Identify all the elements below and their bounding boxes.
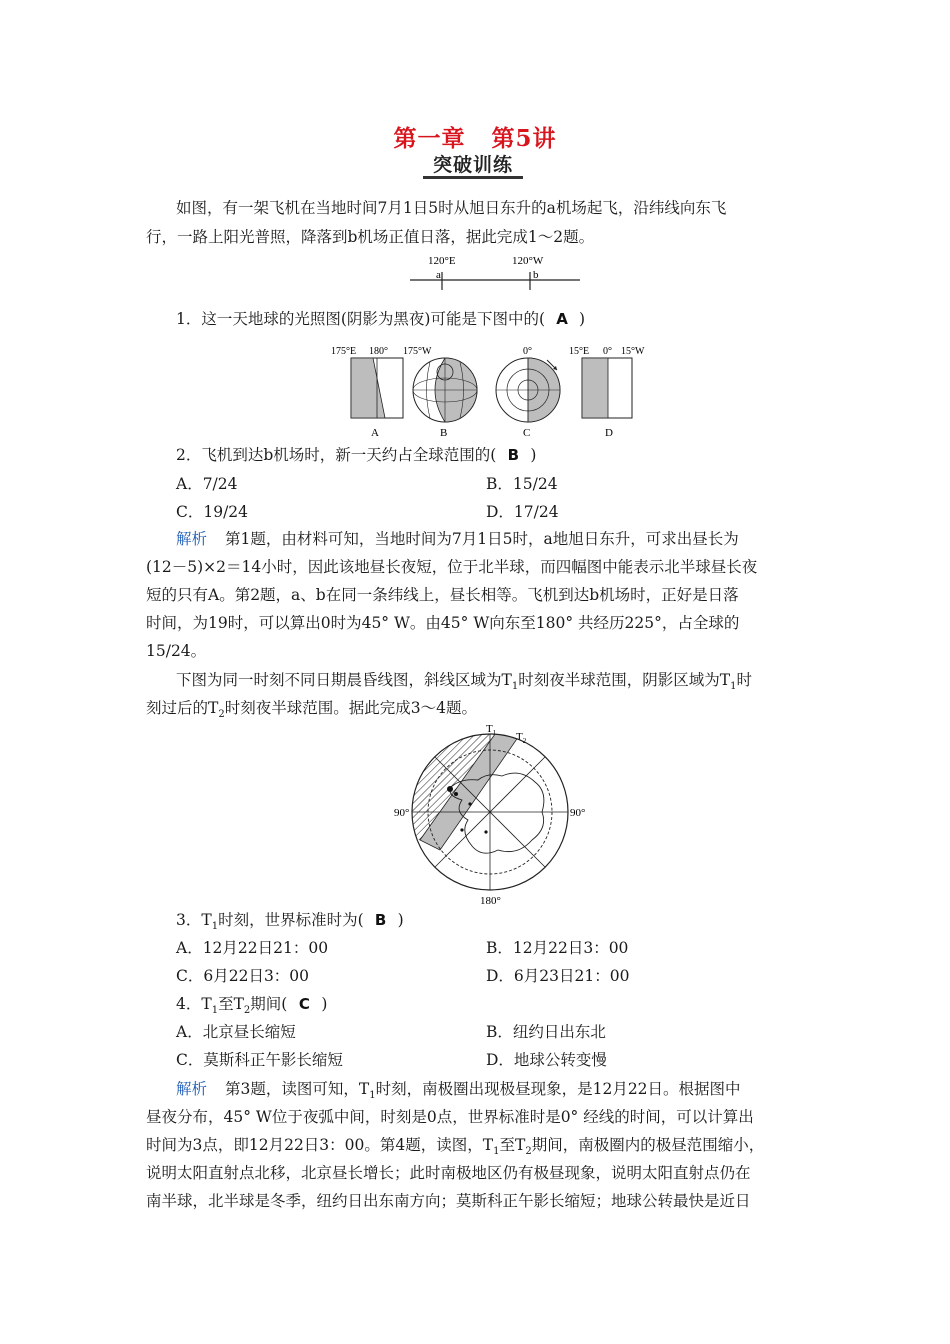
q4-answer: C — [298, 995, 310, 1013]
analysis2-line1 — [176, 1077, 741, 1101]
fig-a-lon1: 175°E — [331, 346, 357, 357]
fig-d-lon3: 15°W — [621, 346, 645, 357]
fig-c-diagram — [496, 358, 560, 422]
page-subtitle: 突破训练 — [432, 154, 513, 176]
q2-option-d: D．17/24 — [486, 503, 559, 521]
analysis2-text3mid: 至T — [499, 1136, 526, 1154]
fig-d-diagram — [582, 358, 632, 418]
q3-text: 时刻，世界标准时为( — [218, 911, 364, 929]
q1-text: 1．这一天地球的光照图(阴影为黑夜)可能是下图中的( — [176, 310, 546, 328]
analysis2-label: 解析 — [176, 1080, 208, 1098]
q2-option-c: C．19/24 — [176, 503, 249, 521]
analysis1-line2: (12－5)×2＝14小时，因此该地昼长夜短，位于北半球，而四幅图中能表示北半球昼长夜 — [146, 558, 758, 576]
q3-answer: B — [374, 911, 387, 929]
analysis1-text1: 第1题，由材料可知，当地时间为7月1日5时，a地旭日东升，可求出昼长为 — [225, 530, 739, 548]
q4-stem — [176, 992, 327, 1016]
analysis2-sub3b: 2 — [525, 1146, 532, 1158]
polar-t1: $T_1$ — [486, 723, 497, 737]
q4-sub2: 2 — [243, 1005, 251, 1017]
intro2-line2 — [146, 696, 477, 720]
fig-label-a: A — [371, 427, 379, 439]
page-title — [0, 120, 950, 153]
route-right-lon: 120°W — [512, 255, 544, 267]
fig-b-lon: 175°W — [403, 346, 432, 357]
q2-stem — [176, 443, 536, 465]
q4-prefix: 4．T — [176, 995, 212, 1013]
analysis1-line4: 时间，为19时，可以算出0时为45° W。由45° W向东至180° 共经历225°，占全球的 — [146, 614, 740, 632]
polar-figure — [390, 720, 600, 910]
analysis1-line1 — [176, 527, 739, 549]
route-point-a: a — [436, 269, 441, 281]
analysis2-line5: 南半球，北半球是冬季，纽约日出东南方向；莫斯科正午影长缩短；地球公转最快是近日 — [146, 1192, 751, 1210]
q3-option-c: C．6月22日3：00 — [176, 967, 310, 985]
analysis1-label: 解析 — [176, 530, 208, 548]
q4-text: 期间( — [250, 995, 288, 1013]
q4-close: ) — [321, 995, 328, 1013]
q4-sub1: 1 — [211, 1005, 219, 1017]
intro2-text2a: 刻过后的T — [146, 699, 219, 717]
intro1-line1: 如图，有一架飞机在当地时间7月1日5时从旭日东升的a机场起飞，沿纬线向东飞 — [176, 199, 727, 217]
fig-a-diagram — [351, 358, 403, 418]
fig-label-c: C — [523, 427, 531, 439]
intro2-text1end: 时 — [736, 671, 752, 689]
q3-stem — [176, 908, 404, 932]
analysis2-sub1: 1 — [369, 1090, 376, 1102]
intro2-text2b: 时刻夜半球范围。据此完成3～4题。 — [224, 699, 477, 717]
fig-d-lon1: 15°E — [569, 346, 590, 357]
q3-option-b: B．12月22日3：00 — [486, 939, 629, 957]
route-figure — [400, 250, 590, 300]
analysis2-line3 — [146, 1133, 764, 1157]
intro2-sub2: 2 — [218, 709, 225, 721]
analysis2-text1b: 时刻，南极圈出现极昼现象，是12月22日。根据图中 — [375, 1080, 741, 1098]
fig-b-diagram — [413, 358, 477, 422]
q3-option-d: D．6月23日21：00 — [486, 967, 630, 985]
polar-bottom: 180° — [480, 895, 501, 907]
fig-c-lon: 0° — [523, 346, 532, 357]
q1-figure — [325, 340, 665, 445]
fig-label-b: B — [440, 427, 448, 439]
polar-t2: $T_2$ — [516, 731, 527, 745]
q3-close: ) — [397, 911, 404, 929]
intro2-line1 — [176, 668, 752, 692]
fig-label-d: D — [605, 427, 613, 439]
fig-d-lon2: 0° — [603, 346, 612, 357]
analysis2-sub3a: 1 — [493, 1146, 500, 1158]
q3-prefix: 3．T — [176, 911, 212, 929]
route-left-lon: 120°E — [428, 255, 456, 267]
q3-option-a: A．12月22日21：00 — [176, 939, 329, 957]
q2-option-a: A．7/24 — [176, 475, 238, 493]
q4-option-d: D．地球公转变慢 — [486, 1051, 607, 1069]
q1-stem — [176, 307, 585, 329]
lesson-label: 第5讲 — [491, 125, 557, 152]
q1-close: ) — [579, 310, 586, 328]
q3-sub: 1 — [211, 921, 219, 933]
q2-option-b: B．15/24 — [486, 475, 558, 493]
fig-a-lon2: 180° — [369, 346, 388, 357]
analysis2-text3a: 时间为3点，即12月22日3：00。第4题，读图，T — [146, 1136, 494, 1154]
q4-option-b: B．纽约日出东北 — [486, 1023, 606, 1041]
chapter-label: 第一章 — [393, 125, 466, 152]
polar-right: 90° — [570, 807, 586, 819]
intro2-text1b: 时刻夜半球范围，阴影区域为T — [518, 671, 731, 689]
q4-mid: 至T — [218, 995, 244, 1013]
analysis2-text3b: 期间，南极圈内的极昼范围缩小， — [531, 1136, 765, 1154]
analysis2-line2: 昼夜分布，45° W位于夜弧中间，时刻是0点，世界标准时是0° 经线的时间，可以计算出 — [146, 1108, 754, 1126]
analysis1-line5: 15/24。 — [146, 642, 207, 660]
intro1-line2: 行，一路上阳光普照，降落到b机场正值日落，据此完成1～2题。 — [146, 228, 595, 246]
q2-answer: B — [507, 446, 520, 464]
route-point-b: b — [533, 269, 539, 281]
analysis2-line4: 说明太阳直射点北移，北京昼长增长；此时南极地区仍有极昼现象，说明太阳直射点仍在 — [146, 1164, 751, 1182]
q4-option-a: A．北京昼长缩短 — [176, 1023, 296, 1041]
intro2-sub1b: 1 — [730, 681, 737, 693]
intro2-sub1: 1 — [511, 681, 519, 693]
analysis2-text1a: 第3题，读图可知，T — [225, 1080, 370, 1098]
polar-left: 90° — [394, 807, 410, 819]
intro2-text1a: 下图为同一时刻不同日期晨昏线图，斜线区域为T — [176, 671, 512, 689]
analysis1-line3: 短的只有A。第2题，a、b在同一条纬线上，昼长相等。飞机到达b机场时，正好是日落 — [146, 586, 739, 604]
q4-option-c: C．莫斯科正午影长缩短 — [176, 1051, 343, 1069]
q1-answer: A — [556, 310, 568, 328]
q2-text: 2．飞机到达b机场时，新一天约占全球范围的( — [176, 446, 497, 464]
q2-close: ) — [530, 446, 537, 464]
